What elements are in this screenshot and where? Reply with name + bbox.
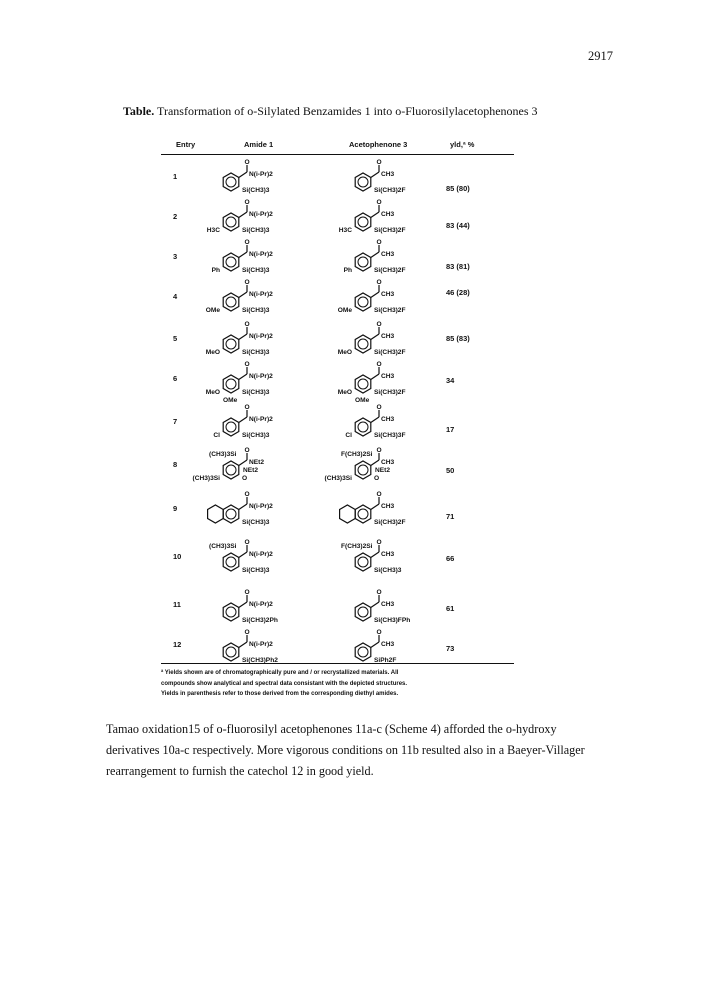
- substituent-r1: N(i-Pr)2: [249, 641, 273, 648]
- substituent-r2: Si(CH3)2F: [374, 519, 406, 526]
- carbonyl-oxygen: O: [244, 539, 250, 546]
- substituent-r2: Si(CH3)2F: [374, 307, 406, 314]
- substituent-r2: Si(CH3)3: [242, 227, 270, 234]
- header-acetophenone: Acetophenone 3: [349, 140, 408, 149]
- aromatic-circle: [226, 297, 236, 307]
- carbonyl-oxygen: O: [376, 321, 382, 328]
- substituent-r1: CH3: [381, 503, 395, 510]
- table-row: [161, 448, 514, 487]
- substituent-r1: N(i-Pr)2: [249, 601, 273, 608]
- ring-substituent: Ph: [211, 267, 220, 274]
- carbonyl-oxygen: O: [376, 629, 382, 636]
- substituent-r2: Si(CH3)2F: [374, 187, 406, 194]
- yield-value: 50: [446, 466, 455, 475]
- carbonyl-bond: [371, 252, 379, 258]
- table-caption: [123, 104, 538, 119]
- aromatic-circle: [358, 607, 368, 617]
- body-paragraph: [106, 719, 598, 782]
- fused-ring: [340, 505, 356, 523]
- carbonyl-oxygen: O: [376, 539, 382, 546]
- body-line: Tamao oxidation15 of o-fluorosilyl acetophenones 11a-c (Scheme 4) afforded the o-hydroxy: [106, 722, 557, 736]
- amide-structure: [201, 160, 311, 199]
- aromatic-circle: [226, 509, 236, 519]
- carbonyl-oxygen: O: [244, 239, 250, 246]
- aromatic-circle: [358, 647, 368, 657]
- table-row: [161, 405, 514, 444]
- aromatic-circle: [226, 647, 236, 657]
- substituent-r2: Si(CH3)Ph2: [242, 657, 278, 664]
- ring-substituent: OMe: [205, 307, 220, 314]
- substituent-r2: Si(CH3)2F: [374, 349, 406, 356]
- aromatic-circle: [358, 177, 368, 187]
- substituent-r1b: NEt2: [243, 467, 259, 474]
- acetophenone-structure: [333, 160, 443, 199]
- yield-value: 83 (44): [446, 221, 470, 230]
- table-row: [161, 322, 514, 361]
- acetophenone-structure: [333, 492, 443, 531]
- ring-substituent: (CH3)3Si: [324, 475, 352, 482]
- yield-value: 73: [446, 644, 455, 653]
- carbonyl-oxygen: O: [244, 491, 250, 498]
- ring-substituent: OMe: [337, 307, 352, 314]
- carbonyl-bond: [371, 212, 379, 218]
- top-substituent: F(CH3)2Si: [341, 543, 373, 550]
- aromatic-circle: [358, 422, 368, 432]
- amide-structure: [201, 361, 311, 404]
- yield-value: 61: [446, 604, 455, 613]
- aromatic-circle: [226, 422, 236, 432]
- entry-number: 3: [173, 252, 178, 261]
- acetophenone-structure: [333, 540, 443, 579]
- carbonyl-oxygen: O: [244, 447, 250, 454]
- carbonyl-bond: [239, 504, 247, 510]
- carbonyl-oxygen: O: [244, 199, 250, 206]
- yield-value: 71: [446, 512, 455, 521]
- carbonyl-bond: [371, 334, 379, 340]
- carbonyl-bond: [371, 552, 379, 558]
- carbonyl-bond: [239, 642, 247, 648]
- page-number: 2917: [588, 49, 613, 63]
- carbonyl-oxygen: O: [244, 629, 250, 636]
- yield-value: 85 (80): [446, 184, 470, 193]
- aromatic-circle: [358, 217, 368, 227]
- aromatic-circle: [358, 257, 368, 267]
- substituent-r2: Si(CH3)3F: [374, 432, 406, 439]
- carbonyl-bond: [371, 417, 379, 423]
- substituent-r2: Si(CH3)FPh: [374, 617, 411, 624]
- yield-value: 66: [446, 554, 455, 563]
- substituent-r2: Si(CH3)3: [242, 519, 270, 526]
- acetophenone-structure: [333, 322, 443, 361]
- body-line: rearrangement to furnish the catechol 12 in good yield.: [106, 764, 374, 778]
- yield-value: 85 (83): [446, 334, 470, 343]
- aromatic-circle: [226, 557, 236, 567]
- fused-ring: [208, 505, 224, 523]
- amide-structure: [201, 590, 311, 629]
- substituent-r2: Si(CH3)3: [242, 187, 270, 194]
- amide-structure: [201, 240, 311, 279]
- carbonyl-bond: [239, 212, 247, 218]
- ring-substituent: MeO: [205, 349, 220, 356]
- top-substituent: (CH3)3Si: [209, 543, 237, 550]
- substituent-r2: Si(CH3)3: [242, 307, 270, 314]
- carbonyl-oxygen: O: [376, 404, 382, 411]
- substituent-r1: CH3: [381, 373, 395, 380]
- substituent-r1: N(i-Pr)2: [249, 373, 273, 380]
- substituent-r2: Si(CH3)3: [374, 567, 402, 574]
- yield-value: 34: [446, 376, 455, 385]
- carbonyl-bond: [239, 374, 247, 380]
- carbonyl-bond: [239, 460, 247, 466]
- amide-structure: [201, 200, 311, 239]
- substituent-r1: N(i-Pr)2: [249, 333, 273, 340]
- substituent-r2: Si(CH3)3: [242, 567, 270, 574]
- carbonyl-oxygen: O: [244, 321, 250, 328]
- acetophenone-structure: [333, 361, 443, 404]
- header-amide: Amide 1: [244, 140, 274, 149]
- carbonyl-bond: [239, 602, 247, 608]
- carbonyl-oxygen: O: [244, 404, 250, 411]
- carbonyl-bond: [239, 334, 247, 340]
- substituent-r2: Si(CH3)2Ph: [242, 617, 278, 624]
- substituent-r1: N(i-Pr)2: [249, 416, 273, 423]
- amide-structure: [201, 322, 311, 361]
- substituent-r2: O: [242, 475, 248, 482]
- substituent-r1: CH3: [381, 251, 395, 258]
- aromatic-circle: [226, 607, 236, 617]
- substituent-r1: N(i-Pr)2: [249, 291, 273, 298]
- aromatic-circle: [226, 177, 236, 187]
- amide-structure: [201, 492, 311, 531]
- aromatic-circle: [358, 557, 368, 567]
- carbonyl-bond: [371, 504, 379, 510]
- substituent-r1: CH3: [381, 333, 395, 340]
- header-yield: yld,ª %: [450, 140, 475, 149]
- substituent-r1: CH3: [381, 551, 395, 558]
- carbonyl-oxygen: O: [244, 279, 250, 286]
- carbonyl-oxygen: O: [244, 361, 250, 368]
- carbonyl-oxygen: O: [376, 447, 382, 454]
- amide-structure: [201, 540, 311, 579]
- table-row: [161, 590, 514, 629]
- carbonyl-bond: [371, 642, 379, 648]
- entry-number: 8: [173, 460, 178, 469]
- substituent-r1: CH3: [381, 459, 395, 466]
- yield-value: 46 (28): [446, 288, 470, 297]
- entry-number: 1: [173, 172, 178, 181]
- substituent-r1: NEt2: [249, 459, 265, 466]
- carbonyl-oxygen: O: [376, 199, 382, 206]
- table-row: [161, 200, 514, 239]
- aromatic-circle: [226, 379, 236, 389]
- substituent-r1: N(i-Pr)2: [249, 251, 273, 258]
- table-row: [161, 492, 514, 531]
- substituent-r1: CH3: [381, 416, 395, 423]
- entry-number: 9: [173, 504, 178, 513]
- table-bottom-rule: [161, 663, 514, 664]
- aromatic-circle: [226, 339, 236, 349]
- table-row: [161, 361, 514, 404]
- entry-number: 11: [173, 600, 181, 609]
- substituent-r1: CH3: [381, 291, 395, 298]
- table-row: [161, 540, 514, 579]
- amide-structure: [201, 405, 311, 444]
- carbonyl-oxygen: O: [244, 159, 250, 166]
- carbonyl-bond: [239, 172, 247, 178]
- ring-substituent: MeO: [205, 389, 220, 396]
- substituent-r2: Si(CH3)3: [242, 432, 270, 439]
- entry-number: 6: [173, 374, 178, 383]
- table-footnote: [161, 668, 521, 700]
- table-row: [161, 240, 514, 279]
- acetophenone-structure: [333, 280, 443, 319]
- carbonyl-bond: [239, 417, 247, 423]
- aromatic-circle: [226, 217, 236, 227]
- entry-number: 12: [173, 640, 182, 649]
- acetophenone-structure: [333, 200, 443, 239]
- carbonyl-oxygen: O: [376, 361, 382, 368]
- table-row: [161, 160, 514, 199]
- carbonyl-oxygen: O: [376, 279, 382, 286]
- acetophenone-structure: [333, 240, 443, 279]
- ring-substituent-2: OMe: [355, 397, 370, 404]
- substituent-r2: Si(CH3)3: [242, 267, 270, 274]
- ring-substituent: MeO: [337, 389, 352, 396]
- ring-substituent: Cl: [213, 432, 220, 439]
- entry-number: 7: [173, 417, 178, 426]
- table-row: [161, 280, 514, 319]
- entry-number: 4: [173, 292, 178, 301]
- footnote-line: compounds show analytical and spectral data consistant with the depicted structures.: [161, 680, 408, 687]
- table-caption-text: Transformation of o-Silylated Benzamides 1 into o-Fluorosilylacetophenones 3: [157, 104, 538, 118]
- aromatic-circle: [226, 465, 236, 475]
- header-entry: Entry: [176, 140, 196, 149]
- table-top-rule: [161, 154, 514, 155]
- ring-substituent: Ph: [343, 267, 352, 274]
- substituent-r1b: NEt2: [375, 467, 391, 474]
- substituent-r1: CH3: [381, 211, 395, 218]
- yield-value: 83 (81): [446, 262, 470, 271]
- acetophenone-structure: [324, 447, 443, 487]
- carbonyl-bond: [371, 374, 379, 380]
- carbonyl-bond: [371, 460, 379, 466]
- carbonyl-oxygen: O: [376, 159, 382, 166]
- ring-substituent: (CH3)3Si: [192, 475, 220, 482]
- substituent-r2: Si(CH3)2F: [374, 267, 406, 274]
- substituent-r1: N(i-Pr)2: [249, 551, 273, 558]
- carbonyl-bond: [371, 602, 379, 608]
- substituent-r2: Si(CH3)2F: [374, 389, 406, 396]
- ring-substituent: MeO: [337, 349, 352, 356]
- ring-substituent-2: OMe: [223, 397, 238, 404]
- entry-number: 2: [173, 212, 178, 221]
- carbonyl-bond: [371, 292, 379, 298]
- aromatic-circle: [358, 465, 368, 475]
- footnote-line: Yields in parenthesis refer to those derived from the corresponding diethyl amides.: [161, 691, 399, 697]
- top-substituent: F(CH3)2Si: [341, 451, 373, 458]
- table-caption-label: Table.: [123, 104, 155, 118]
- amide-structure: [192, 447, 311, 487]
- aromatic-circle: [226, 257, 236, 267]
- substituent-r2: Si(CH3)2F: [374, 227, 406, 234]
- carbonyl-bond: [371, 172, 379, 178]
- substituent-r1: N(i-Pr)2: [249, 211, 273, 218]
- substituent-r1: CH3: [381, 641, 395, 648]
- acetophenone-structure: [333, 590, 443, 629]
- acetophenone-structure: [333, 405, 443, 444]
- carbonyl-bond: [239, 252, 247, 258]
- substituent-r1: N(i-Pr)2: [249, 171, 273, 178]
- entry-number: 10: [173, 552, 182, 561]
- ring-substituent: Cl: [345, 432, 352, 439]
- aromatic-circle: [358, 509, 368, 519]
- carbonyl-bond: [239, 552, 247, 558]
- substituent-r1: N(i-Pr)2: [249, 503, 273, 510]
- carbonyl-oxygen: O: [376, 491, 382, 498]
- aromatic-circle: [358, 379, 368, 389]
- substituent-r2: Si(CH3)3: [242, 349, 270, 356]
- carbonyl-oxygen: O: [376, 239, 382, 246]
- substituent-r1: CH3: [381, 171, 395, 178]
- substituent-r2: Si(CH3)3: [242, 389, 270, 396]
- entry-number: 5: [173, 334, 178, 343]
- substituent-r2: O: [374, 475, 380, 482]
- top-substituent: (CH3)3Si: [209, 451, 237, 458]
- carbonyl-bond: [239, 292, 247, 298]
- body-line: derivatives 10a-c respectively. More vigorous conditions on 11b resulted also in a Baeyer-Villager: [106, 743, 585, 757]
- aromatic-circle: [358, 339, 368, 349]
- substituent-r2: SiPh2F: [374, 657, 397, 664]
- aromatic-circle: [358, 297, 368, 307]
- yield-value: 17: [446, 425, 455, 434]
- carbonyl-oxygen: O: [244, 589, 250, 596]
- footnote-line: ª Yields shown are of chromatographically pure and / or recrystallized materials. All: [161, 670, 399, 676]
- amide-structure: [201, 280, 311, 319]
- ring-substituent: H3C: [206, 227, 220, 234]
- substituent-r1: CH3: [381, 601, 395, 608]
- ring-substituent: H3C: [338, 227, 352, 234]
- carbonyl-oxygen: O: [376, 589, 382, 596]
